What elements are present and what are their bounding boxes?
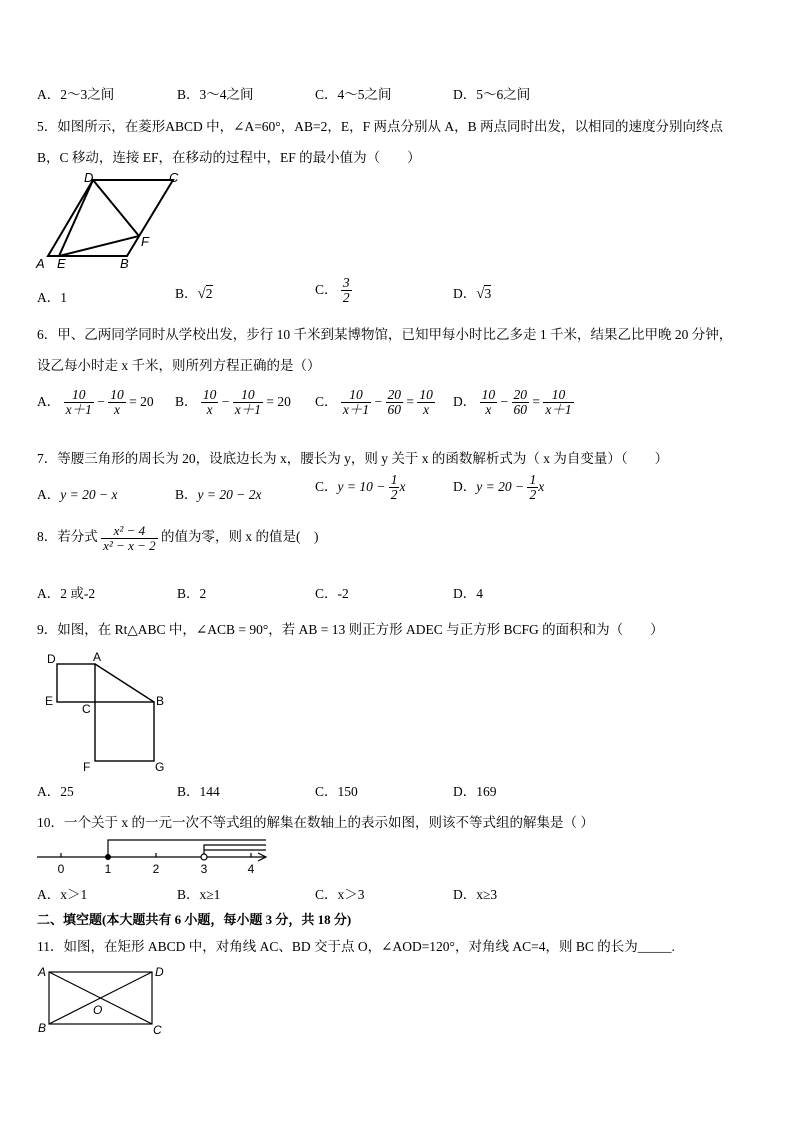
hypotenuse-ab	[95, 664, 154, 702]
q6-option-d: D． $\frac{10}{x}$ − $\frac{20}{60}$ = $\frac{10}{x+1}$	[453, 387, 572, 418]
label-a: A	[38, 965, 47, 979]
q9-squares-figure	[40, 647, 180, 775]
segment-df	[93, 180, 139, 236]
label-d: D	[47, 652, 56, 666]
label-f: F	[83, 760, 91, 774]
q6-stem-line2: 设乙每小时走 x 千米，则所列方程正确的是（）	[37, 358, 321, 373]
rhombus-outline	[48, 180, 173, 256]
square-adec	[57, 664, 95, 702]
q10-option-b: B．x≥1	[177, 887, 221, 902]
q8-option-c: C．-2	[315, 586, 349, 601]
label-b: B	[120, 256, 129, 271]
tick-label-1: 1	[104, 862, 112, 876]
section-fill-in-title: 二、填空题(本大题共有 6 小题，每小题 3 分，共 18 分)	[37, 912, 352, 927]
tick-label-2: 2	[152, 862, 160, 876]
segment-ef	[59, 236, 139, 256]
q8-option-b: B．2	[177, 586, 207, 601]
tick-label-3: 3	[200, 862, 208, 876]
q8-option-a: A．2 或-2	[37, 586, 96, 601]
q7-option-d: D．y = 20 − $\frac{1}{2}$ x	[453, 472, 545, 503]
q6-option-b: B． $\frac{10}{x}$ − $\frac{10}{x+1}$ = 20	[175, 387, 291, 418]
q5-option-c: C． $\frac{3}{2}$	[315, 275, 350, 306]
q7-option-c: C．y = 10 − $\frac{1}{2}$ x	[315, 472, 406, 503]
q10-stem: 10．一个关于 x 的一元一次不等式组的解集在数轴上的表示如图，则该不等式组的解集是（ ）	[37, 815, 594, 830]
q7-option-b: B．y = 20 − 2x	[175, 487, 262, 502]
q10-option-d: D．x≥3	[453, 887, 498, 902]
q4-option-a: A．2～3之间	[37, 87, 115, 102]
q5-option-d: D．√3	[453, 286, 492, 302]
q9-option-c: C．150	[315, 784, 358, 799]
q10-option-a: A．x＞1	[37, 887, 88, 902]
open-dot-3	[201, 854, 207, 860]
label-a: A	[93, 650, 102, 664]
q10-option-c: C．x＞3	[315, 887, 365, 902]
q7-stem: 7．等腰三角形的周长为 20，设底边长为 x，腰长为 y，则 y 关于 x 的函数解析式为（ x 为自变量）（ ）	[37, 451, 669, 466]
q4-option-b: B．3～4之间	[177, 87, 254, 102]
solution-bracket-1	[108, 840, 266, 857]
q9-option-d: D．169	[453, 784, 497, 799]
q5-option-b: B．√2	[175, 286, 213, 302]
closed-dot-1	[105, 854, 111, 860]
q8-stem: 8．若分式 $\frac{\text{x² − 4}}{\text{x² − x − 2}}$ 的值为零，则 x 的值是( )	[37, 523, 319, 553]
label-o: O	[93, 1003, 103, 1017]
q10-number-line	[35, 835, 275, 877]
label-b: B	[38, 1021, 47, 1035]
label-d: D	[155, 965, 164, 979]
q9-stem: 9．如图，在 Rt△ABC 中，∠ACB = 90°，若 AB = 13 则正方形 ADEC 与正方形 BCFG 的面积和为（ ）	[37, 622, 664, 637]
q5-stem-line1: 5．如图所示，在菱形ABCD 中，∠A=60°，AB=2，E，F 两点分别从 A，B 两点同时出发，以相同的速度分别向终点	[37, 119, 723, 134]
q5-option-a: A．1	[37, 290, 67, 305]
q9-option-b: B．144	[177, 784, 220, 799]
solution-bracket-2	[204, 845, 266, 857]
label-c: C	[153, 1023, 162, 1037]
q8-option-d: D．4	[453, 586, 483, 601]
q11-stem: 11．如图，在矩形 ABCD 中，对角线 AC、BD 交于点 O，∠AOD=120°，对角线 AC=4，则 BC 的长为_____.	[37, 939, 675, 954]
q5-rhombus-figure	[33, 168, 193, 272]
label-c: C	[169, 170, 179, 185]
segment-de	[59, 180, 93, 256]
q5-stem-line2: B，C 移动，连接 EF，在移动的过程中，EF 的最小值为（ ）	[37, 150, 421, 165]
q4-option-d: D．5～6之间	[453, 87, 531, 102]
label-e: E	[57, 256, 66, 271]
q9-option-a: A．25	[37, 784, 74, 799]
q11-rectangle-figure	[35, 962, 175, 1042]
label-e: E	[45, 694, 54, 708]
label-f: F	[141, 234, 149, 249]
q6-option-a: A． $\frac{10}{x+1}$ − $\frac{10}{x}$ = 20	[37, 387, 154, 418]
label-b: B	[156, 694, 165, 708]
label-c: C	[82, 702, 91, 716]
q6-stem-line1: 6．甲、乙两同学同时从学校出发，步行 10 千米到某博物馆，已知甲每小时比乙多走 1 千米，结果乙比甲晚 20 分钟，	[37, 327, 733, 342]
tick-label-4: 4	[247, 862, 255, 876]
q4-option-c: C．4～5之间	[315, 87, 392, 102]
square-bcfg	[95, 702, 154, 761]
label-g: G	[155, 760, 165, 774]
tick-label-0: 0	[57, 862, 65, 876]
label-a: A	[36, 256, 45, 271]
label-d: D	[84, 170, 94, 185]
q6-option-c: C． $\frac{10}{x+1}$ − $\frac{20}{60}$ = $\frac{10}{x}$	[315, 387, 433, 418]
q7-option-a: A．y = 20 − x	[37, 487, 118, 502]
